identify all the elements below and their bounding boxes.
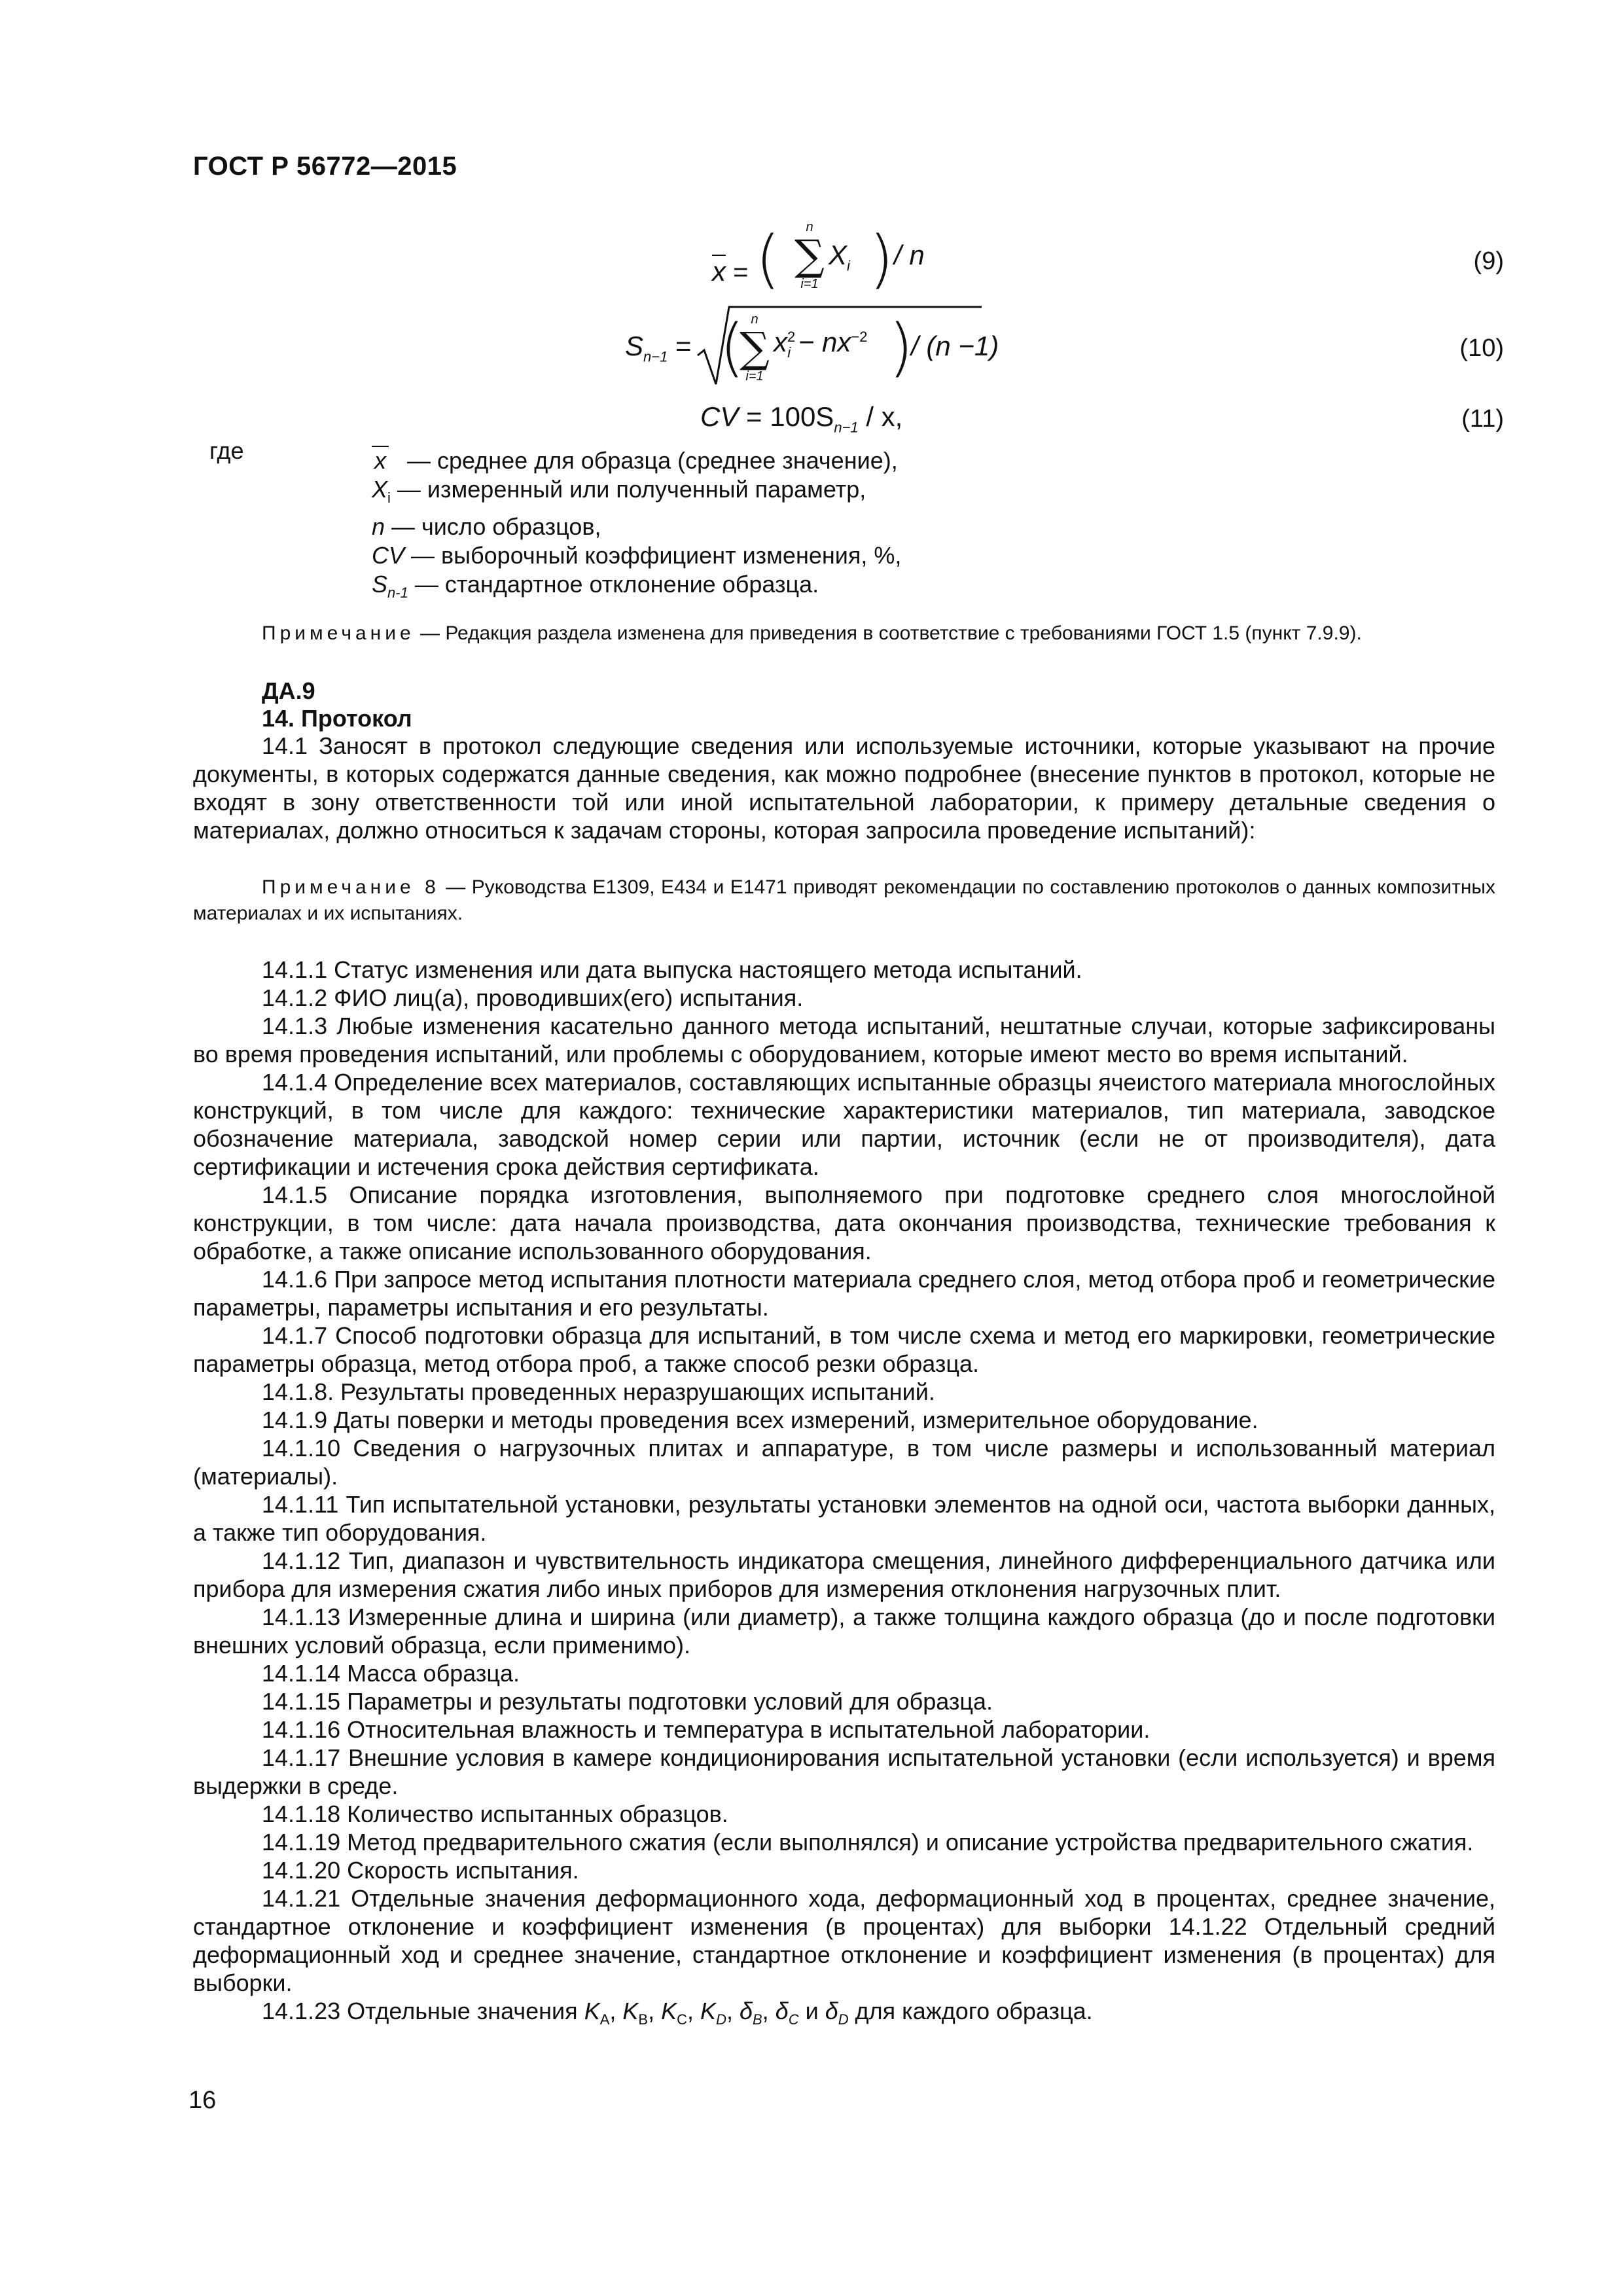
formula-9: x = ( n ∑ i=1 $X_i$ ) / n (9) xyxy=(712,220,1504,296)
formula-10-sum-bottom: i=1 xyxy=(745,369,764,384)
formula-9-var: X xyxy=(829,240,847,270)
where-label: где xyxy=(209,437,244,464)
formula-10: $S_{n-1}$ = ( n ∑ i=1 $x^2_i - nx^{-2}$ ) / (n −1) (10) xyxy=(0,304,1623,396)
section-intro: 14.1 Заносят в протокол следующие сведения или используемые источники, которые указывают на прочие документы, в которых содержатся данные сведения, как можно подробнее (внесение пунктов в протокол, которые не входят в зону ответственности той или иной испытательной лаборатории, к примеру детальные сведения о материалах, должно относиться к задачам стороны, которая запросила проведение испытаний): xyxy=(193,732,1495,844)
formula-9-sum-top: n xyxy=(806,220,813,234)
formula-10-sum-top: n xyxy=(751,312,758,327)
list-item: 14.1.14 Масса образца. xyxy=(262,1660,520,1687)
formula-10-sum-icon: ∑ xyxy=(740,324,770,372)
note-edition xyxy=(262,620,1505,647)
list-item: 14.1.2 ФИО лиц(а), проводивших(его) испытания. xyxy=(262,984,804,1011)
document-header: ГОСТ Р 56772—2015 xyxy=(193,152,457,181)
list-item: 14.1.4 Определение всех материалов, составляющих испытанные образцы ячеистого материала многослойных конструкций, в том числе для каждого: технические характеристики материалов, тип материала, заводское обозначение материала, заводской номер серии или партии, источник (если не от производителя), дата сертификации и истечения срока действия сертификата. xyxy=(193,1069,1495,1180)
note-label: Примечание xyxy=(262,622,415,644)
list-item: 14.1.12 Тип, диапазон и чувствительность индикатора смещения, линейного дифференциального датчика или прибора для измерения сжатия либо иных приборов для измерения отклонения нагрузочных плит. xyxy=(193,1547,1495,1602)
section-label: ДА.9 xyxy=(262,677,315,704)
formula-9-lhs: x xyxy=(712,256,726,287)
definition-item: $X_i$ — измеренный или полученный параметр, xyxy=(372,476,866,507)
list-item: 14.1.5 Описание порядка изготовления, выполняемого при подготовке среднего слоя многослойной конструкции, в том числе: дата начала производства, дата окончания производства, технические требования к обработке, а также описание использованного оборудования. xyxy=(193,1181,1495,1265)
list-item: 14.1.1 Статус изменения или дата выпуска настоящего метода испытаний. xyxy=(262,956,1082,983)
definition-item: CV — выборочный коэффициент изменения, %, xyxy=(372,542,902,569)
formula-10-number: (10) xyxy=(1459,334,1504,362)
formula-10-tail: / (n −1) xyxy=(911,331,999,361)
list-item: 14.1.18 Количество испытанных образцов. xyxy=(262,1801,728,1827)
list-item: 14.1.11 Тип испытательной установки, результаты установки элементов на одной оси, частота выборки данных, а также тип оборудования. xyxy=(193,1491,1495,1546)
list-item: 14.1.13 Измеренные длина и ширина (или диаметр), а также толщина каждого образца (до и после подготовки внешних условий образца, если применимо). xyxy=(193,1604,1495,1659)
list-item: 14.1.17 Внешние условия в камере кондиционирования испытательной установки (если используется) и время выдержки в среде. xyxy=(193,1744,1495,1799)
note-8-label: Примечание 8 xyxy=(262,876,440,898)
definition-item: n — число образцов, xyxy=(372,513,601,541)
list-item: 14.1.6 При запросе метод испытания плотности материала среднего слоя, метод отбора проб и геометрические параметры, параметры испытания и его результаты. xyxy=(193,1266,1495,1321)
definition-item: $S_{n-1}$ — стандартное отклонение образца. xyxy=(372,571,819,601)
list-item: 14.1.3 Любые изменения касательно данного метода испытаний, нештатные случаи, которые зафиксированы во время проведения испытаний, или проблемы с оборудованием, которые имеют место во время испытаний. xyxy=(193,1013,1495,1067)
formula-11: CV = $100S_{n-1}$ / x, (11) xyxy=(700,401,1504,436)
list-item: 14.1.8. Результаты проведенных неразрушающих испытаний. xyxy=(262,1378,935,1405)
list-item-last: 14.1.23 Отдельные значения $K_A$, $K_B$, $K_C$, $K_D$, $\delta_B$, $\delta_C$ и $\delta_D$ для каждого образца. xyxy=(262,1998,1093,2028)
formula-10-lhs: S xyxy=(625,331,644,361)
formula-11-number: (11) xyxy=(1461,405,1504,433)
formula-9-sum-icon: ∑ xyxy=(794,232,825,280)
formula-9-sum-bottom: i=1 xyxy=(800,277,819,291)
formula-9-tail: / n xyxy=(894,240,925,270)
note-text: — Редакция раздела изменена для приведения в соответствие с требованиями ГОСТ 1.5 (пункт 7.9.9). xyxy=(420,622,1362,644)
section-title: 14. Протокол xyxy=(262,705,412,732)
list-item: 14.1.7 Способ подготовки образца для испытаний, в том числе схема и метод его маркировки, геометрические параметры образца, метод отбора проб, а также способ резки образца. xyxy=(193,1322,1495,1377)
definitions-list xyxy=(372,446,901,607)
list-item: 14.1.16 Относительная влажность и температура в испытательной лаборатории. xyxy=(262,1716,1150,1743)
note-8 xyxy=(193,874,1495,927)
note-8-text: — Руководства E1309, E434 и E1471 приводят рекомендации по составлению протоколов о данных композитных материалах и их испытаниях. xyxy=(193,876,1495,924)
list-item: 14.1.21 Отдельные значения деформационного хода, деформационный ход в процентах, среднее значение, стандартное отклонение и коэффициент изменения (в процентах) для выборки 14.1.22 Отдельный средний деформационный ход и среднее значение, стандартное отклонение и коэффициент изменения (в процентах) для выборки. xyxy=(193,1885,1495,1996)
protocol-items xyxy=(193,956,1495,2034)
formula-9-number: (9) xyxy=(1473,247,1504,275)
list-item: 14.1.10 Сведения о нагрузочных плитах и аппаратуре, в том числе размеры и использованный материал (материалы). xyxy=(193,1435,1495,1490)
page-number: 16 xyxy=(188,2087,217,2114)
list-item: 14.1.20 Скорость испытания. xyxy=(262,1857,579,1884)
list-item: 14.1.15 Параметры и результаты подготовки условий для образца. xyxy=(262,1688,993,1715)
list-item: 14.1.19 Метод предварительного сжатия (если выполнялся) и описание устройства предварительного сжатия. xyxy=(262,1829,1474,1856)
definition-item: x — среднее для образца (среднее значение), xyxy=(372,446,901,475)
list-item: 14.1.9 Даты поверки и методы проведения всех измерений, измерительное оборудование. xyxy=(262,1407,1258,1433)
